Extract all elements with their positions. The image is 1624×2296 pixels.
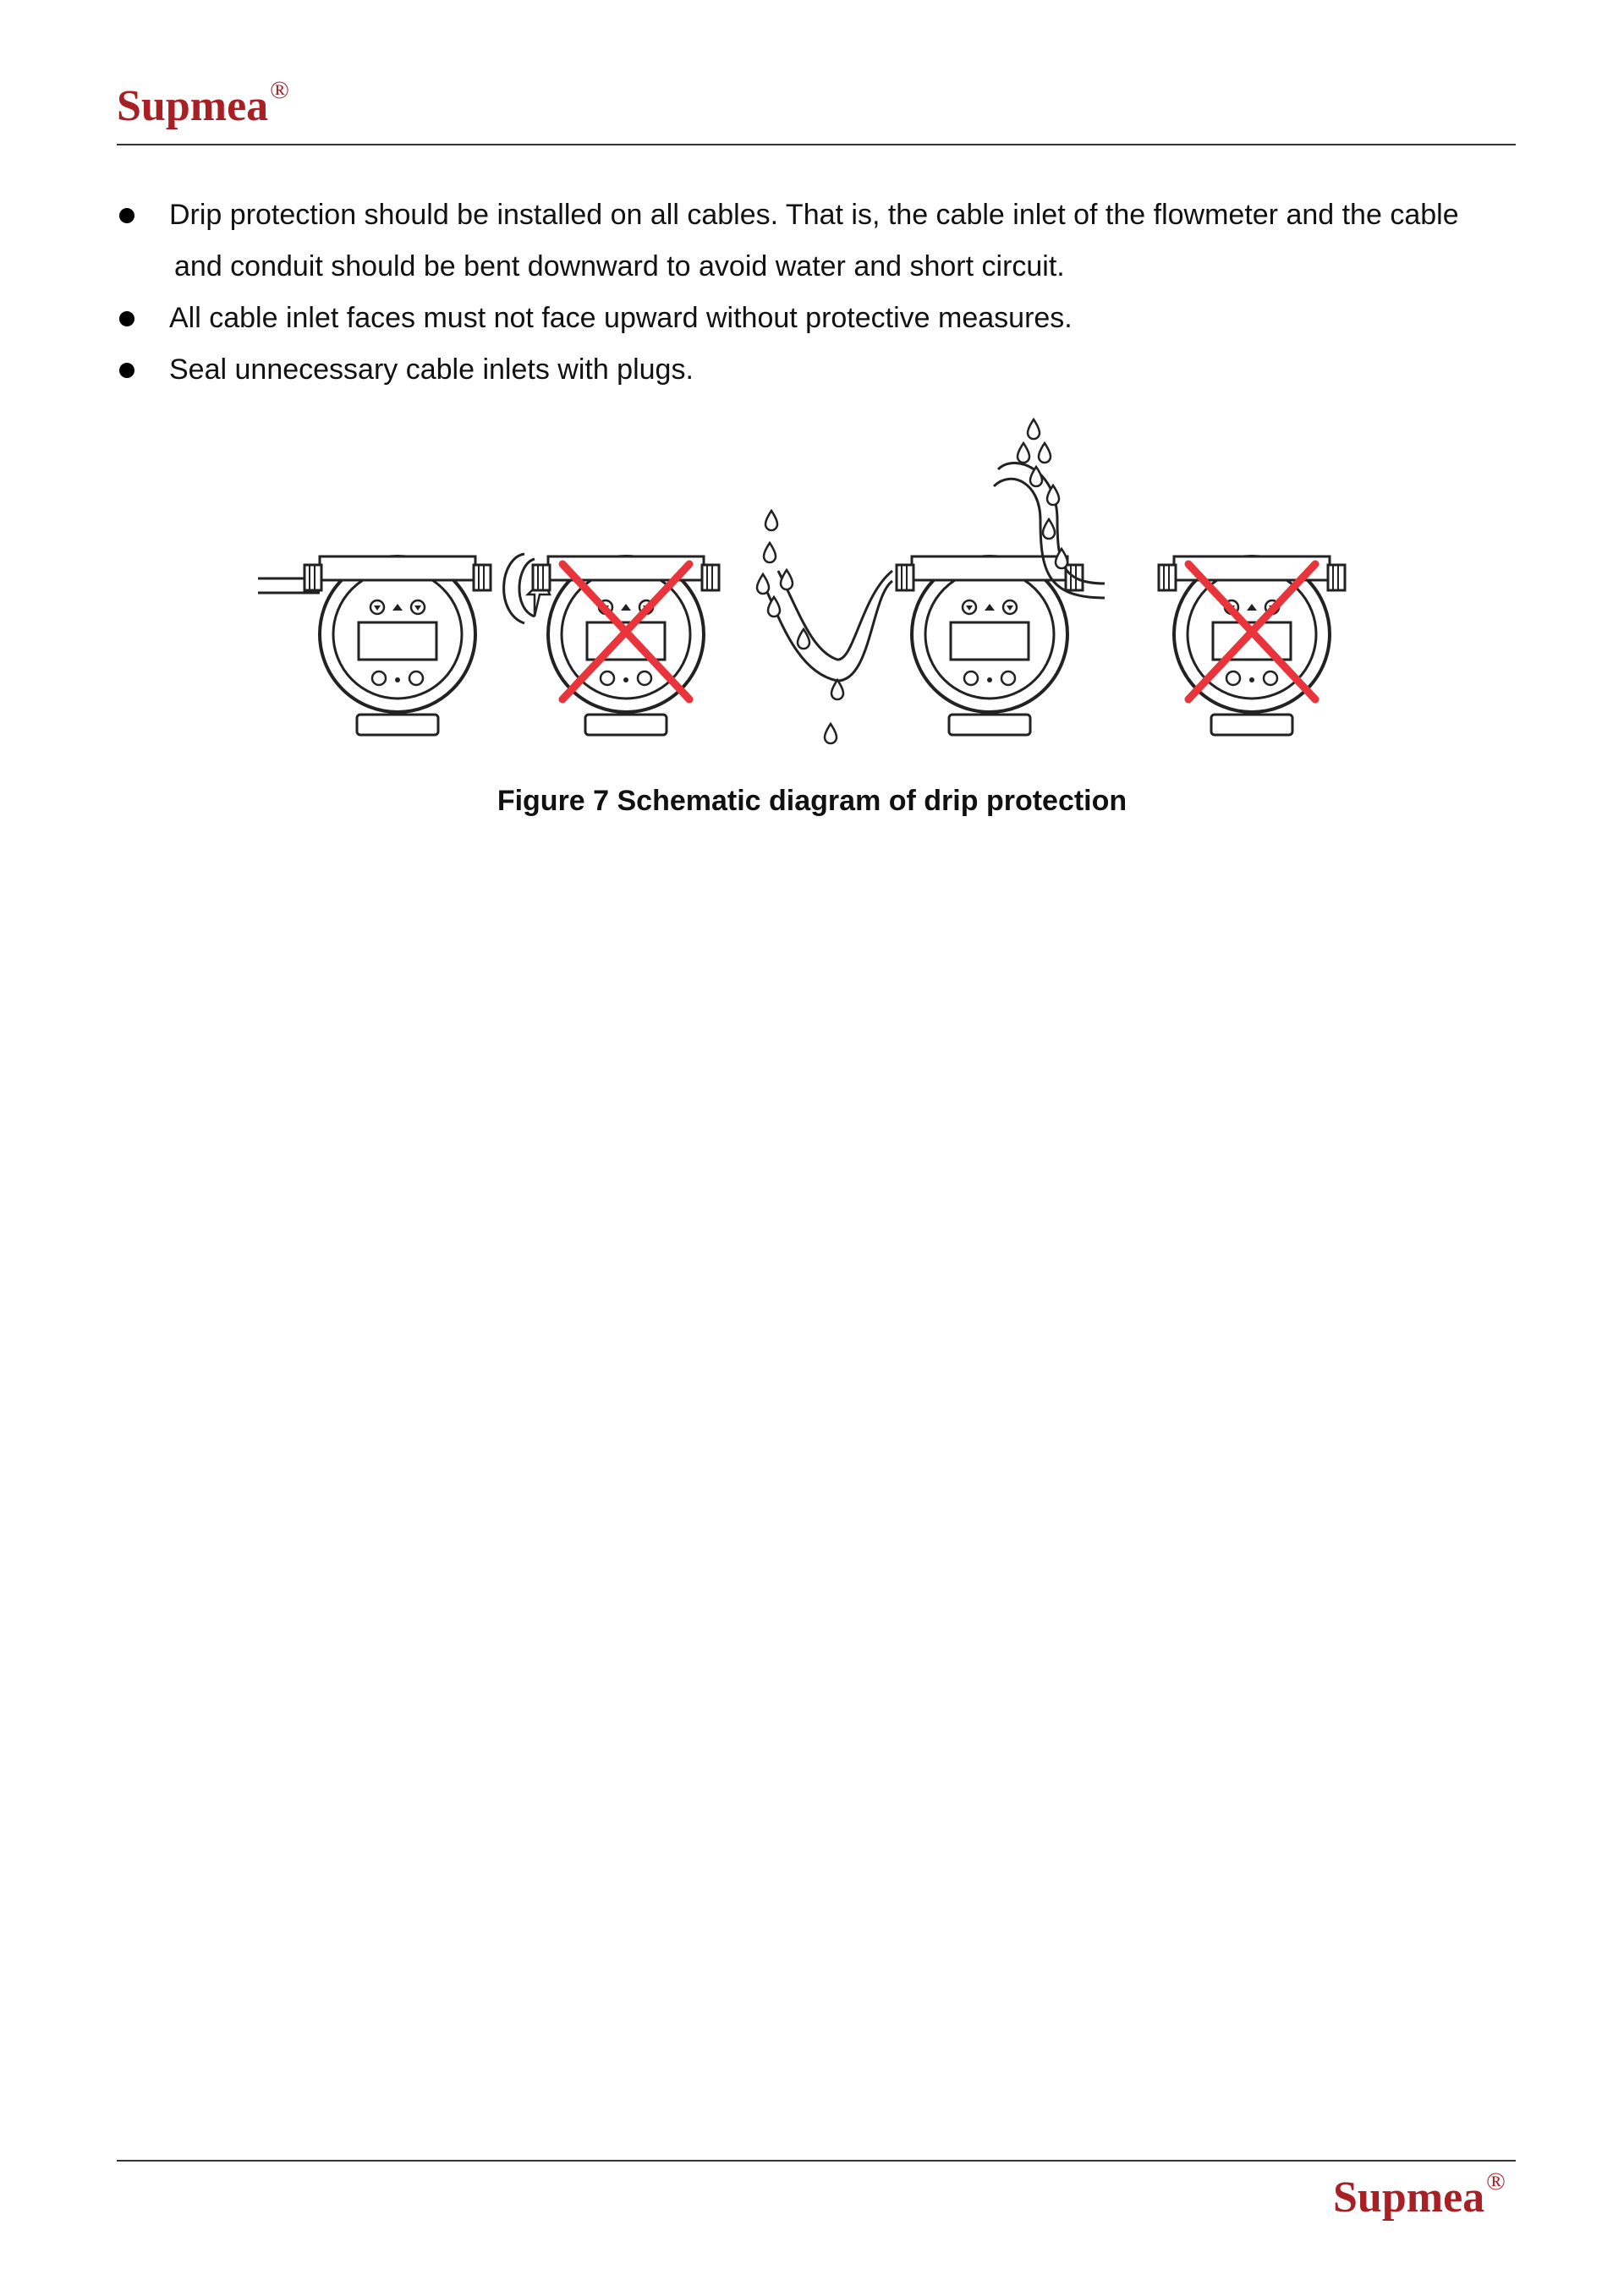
bullet-dot-icon [119, 311, 134, 326]
drip-loop-cable [757, 511, 892, 743]
meter-wrong-2 [1159, 556, 1345, 735]
header-logo [117, 76, 289, 130]
footer-logo [1333, 2167, 1506, 2222]
bullet-dot-icon [119, 208, 134, 223]
bullet-text-continuation: and conduit should be bent downward to avoid water and short circuit. [174, 250, 1065, 282]
footer-brand-text: Supmea [1333, 2173, 1485, 2222]
footer-registered-mark: ® [1486, 2167, 1506, 2195]
header-divider [117, 144, 1516, 145]
bullet-dot-icon [119, 363, 134, 378]
bullet-text: Drip protection should be installed on all cables. That is, the cable inlet of the flowmeter and the cable [169, 199, 1459, 231]
list-item [117, 344, 1521, 396]
footer-divider [117, 2160, 1516, 2162]
bullet-text: All cable inlet faces must not face upward without protective measures. [169, 302, 1073, 334]
header-registered-mark: ® [270, 76, 289, 104]
meter-correct-1 [258, 556, 491, 735]
meter-wrong-1 [533, 556, 719, 735]
bullet-list [117, 189, 1521, 396]
list-item [117, 189, 1521, 293]
list-item [117, 293, 1521, 344]
bullet-text: Seal unnecessary cable inlets with plugs. [169, 353, 694, 386]
figure-caption: Figure 7 Schematic diagram of drip protection [497, 785, 1127, 817]
drip-protection-diagram [245, 402, 1362, 761]
header-brand-text: Supmea [117, 82, 269, 130]
